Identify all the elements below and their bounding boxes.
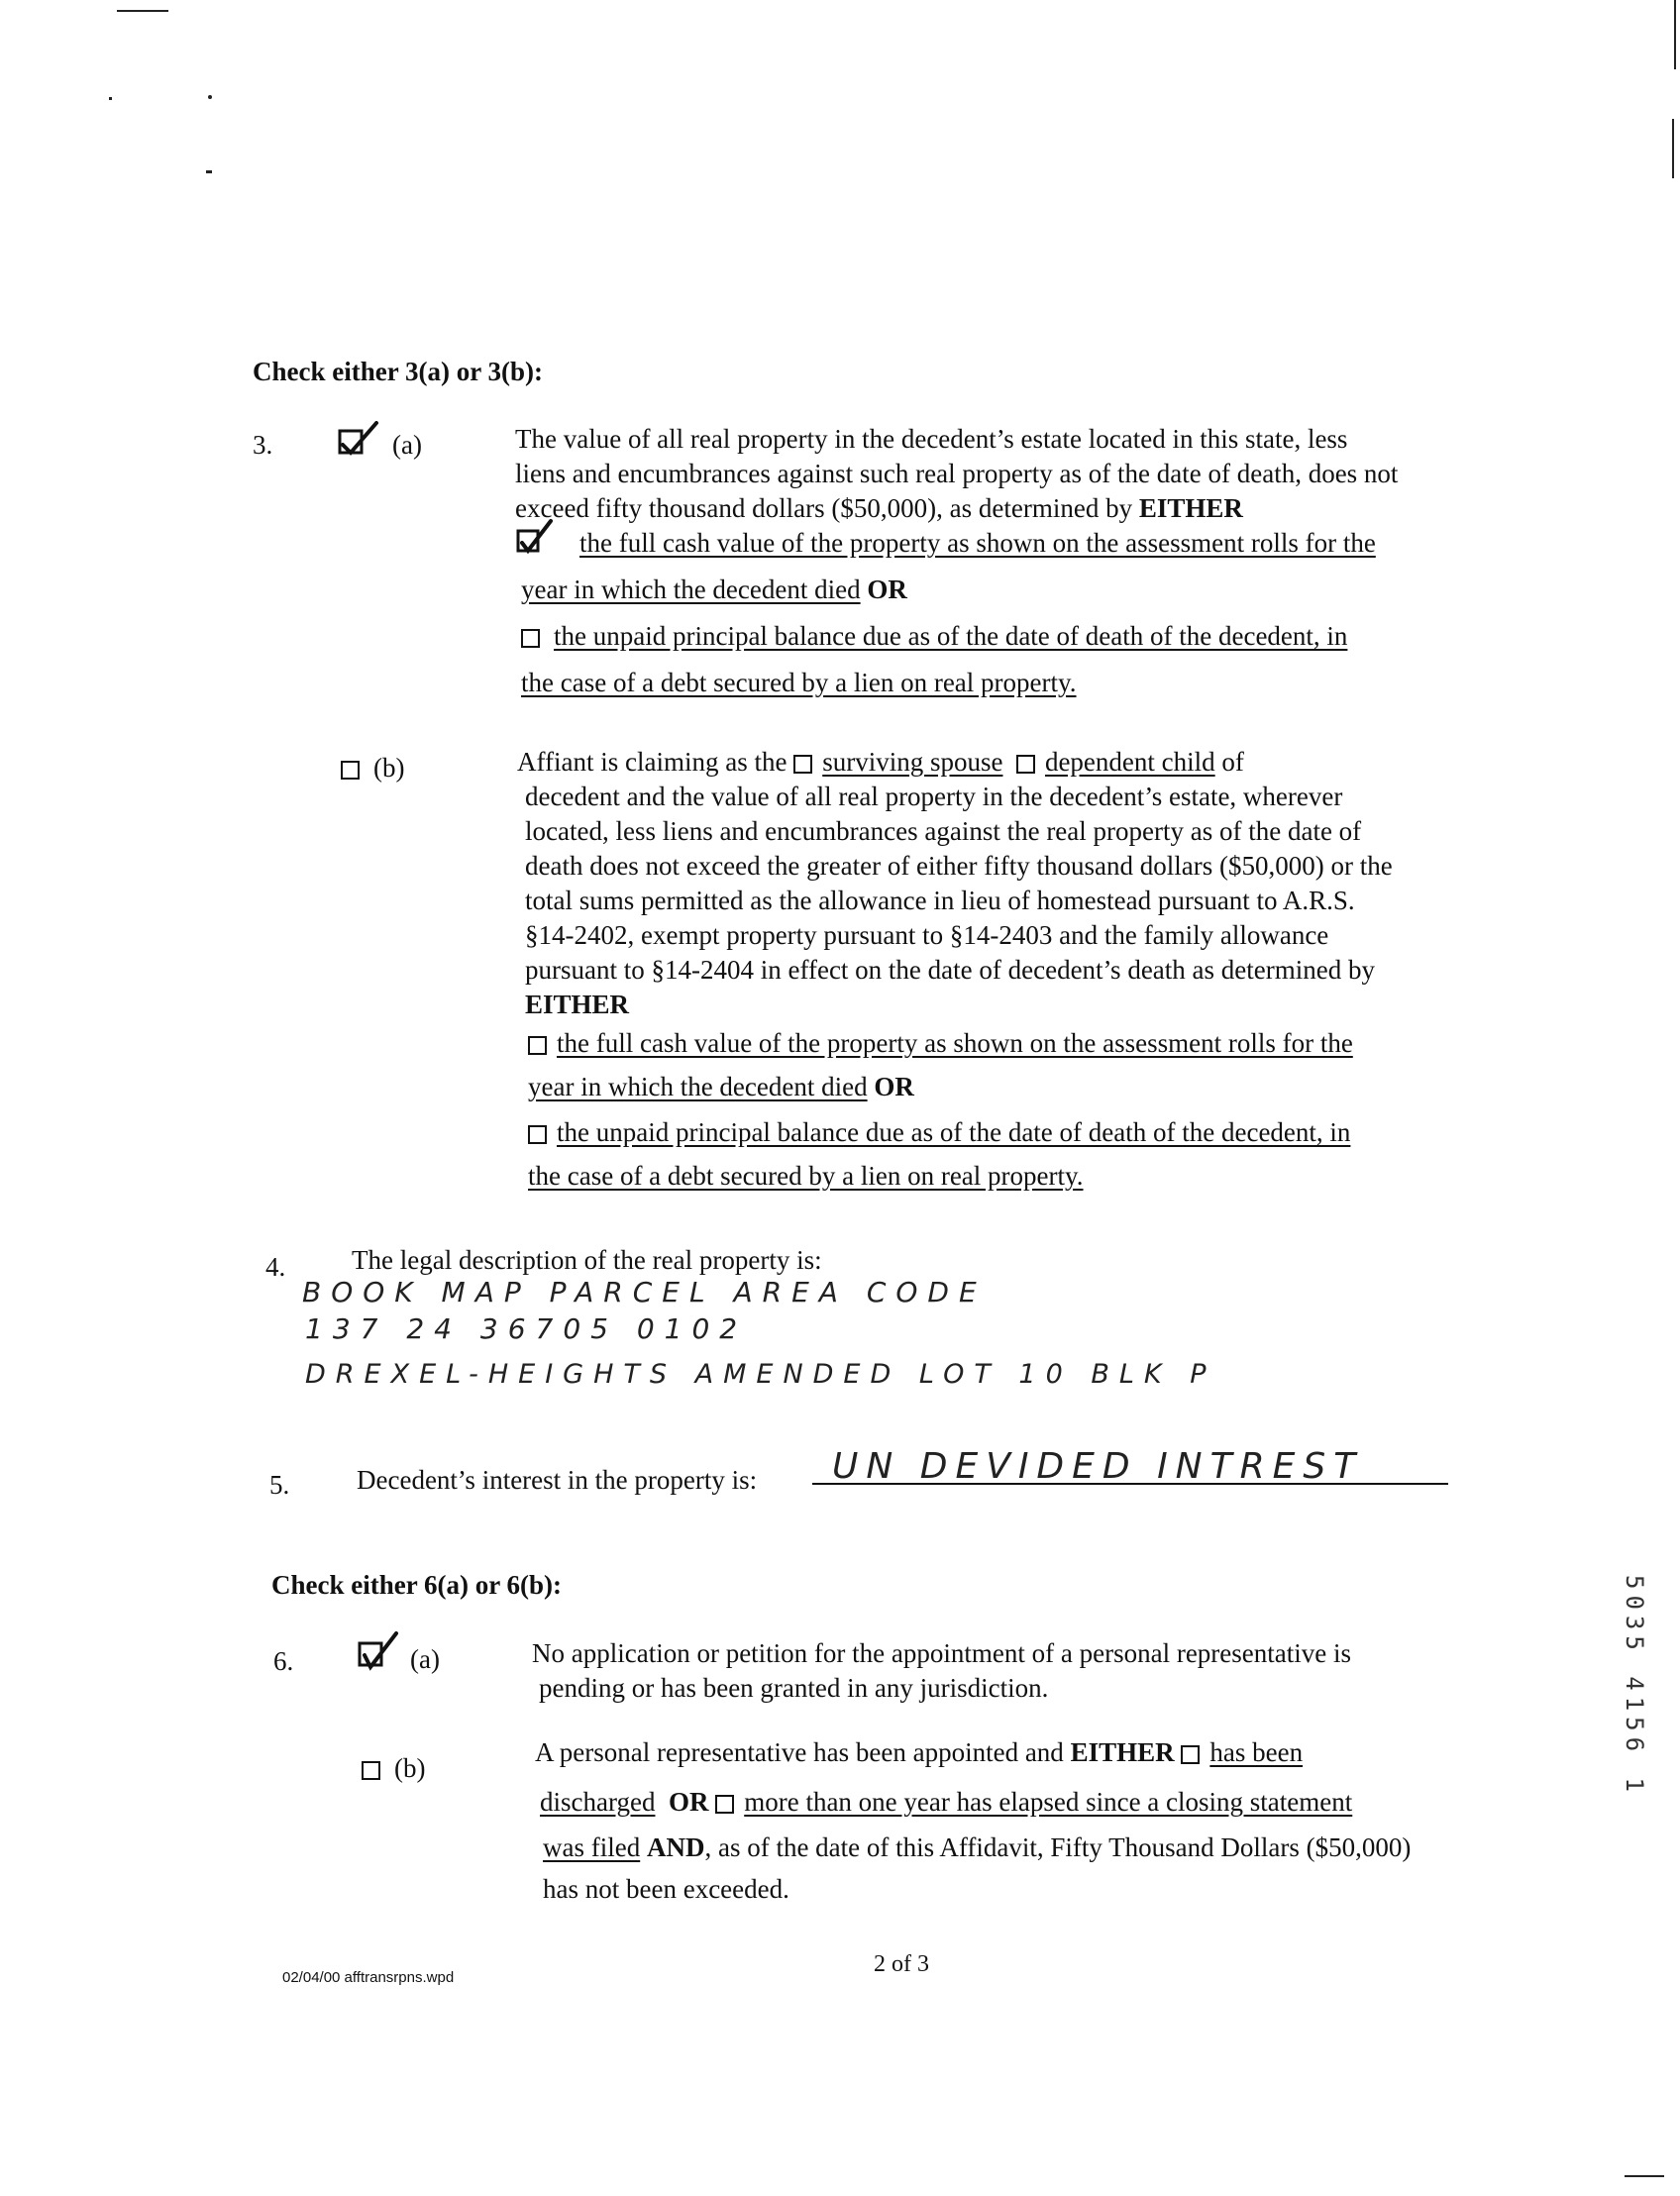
section-3b-text-line-3: death does not exceed the greater of either fifty thousand dollars ($50,000) or the — [525, 851, 1393, 881]
legal-description-handwritten-line-3: DREXEL-HEIGHTS AMENDED LOT 10 BLK P — [305, 1359, 1216, 1390]
section-6b-text-line-3: was filed AND, as of the date of this Affidavit, Fifty Thousand Dollars ($50,000) — [543, 1832, 1412, 1862]
section-4-text: The legal description of the real property is: — [352, 1245, 822, 1275]
option-6a-label: (a) — [410, 1644, 440, 1674]
checkbox-3a-full-cash-value-checked-icon[interactable] — [515, 517, 561, 563]
section-6a-text-line-1: No application or petition for the appointment of a personal representative is — [532, 1638, 1351, 1668]
scan-edge-right — [1674, 0, 1676, 69]
option-3b-full-cash-value-line-2: year in which the decedent died OR — [528, 1072, 914, 1101]
section-3b-intro-line: Affiant is claiming as the surviving spouse dependent child of — [517, 747, 1244, 777]
scan-dot — [109, 97, 112, 100]
legal-description-handwritten-line-2: 137 24 36705 0102 — [305, 1312, 748, 1345]
interest-handwritten-value: UN DEVIDED INTREST — [832, 1446, 1364, 1487]
option-6b-row: (b) — [362, 1751, 425, 1785]
checkbox-3b-full-cash-value[interactable] — [528, 1036, 547, 1055]
section-3a-text-line-1: The value of all real property in the decedent’s estate located in this state, less — [515, 424, 1348, 454]
checkbox-has-been-discharged[interactable] — [1181, 1745, 1200, 1764]
checkbox-3b[interactable] — [341, 761, 360, 780]
section-6b-text-line-4: has not been exceeded. — [543, 1874, 789, 1904]
section-3-number: 3. — [253, 430, 273, 460]
checkbox-6b[interactable] — [362, 1761, 380, 1780]
checkbox-closing-statement[interactable] — [715, 1795, 734, 1814]
either-keyword: EITHER — [1138, 493, 1243, 523]
option-3a-full-cash-value-line-2: year in which the decedent died OR — [521, 575, 907, 604]
section-6-heading: Check either 6(a) or 6(b): — [271, 1570, 562, 1600]
option-3a-full-cash-value-line-1: the full cash value of the property as shown on the assessment rolls for the — [579, 528, 1376, 558]
checkbox-surviving-spouse[interactable] — [793, 755, 812, 774]
section-3-heading: Check either 3(a) or 3(b): — [253, 357, 543, 386]
section-6b-text-line-1: A personal representative has been appointed and EITHER has been — [535, 1737, 1304, 1767]
checkbox-3a-checked-icon[interactable] — [337, 421, 382, 467]
either-keyword: EITHER — [525, 990, 630, 1019]
section-3b-text-line-2: located, less liens and encumbrances against the real property as of the date of — [525, 816, 1362, 846]
checkbox-dependent-child[interactable] — [1016, 755, 1035, 774]
scan-mark-top — [117, 10, 168, 12]
option-3b-row: (b) — [341, 751, 404, 784]
page-number: 2 of 3 — [874, 1951, 929, 1977]
scan-mark-bottom — [1625, 2175, 1664, 2177]
checkbox-3b-unpaid-balance[interactable] — [528, 1125, 547, 1144]
legal-description-handwritten-line-1: BOOK MAP PARCEL AREA CODE — [302, 1276, 987, 1308]
scan-dot — [208, 95, 212, 99]
option-3b-full-cash-value-line-1: the full cash value of the property as shown on the assessment rolls for the — [528, 1026, 1353, 1060]
scan-dot — [206, 170, 212, 173]
section-4-number: 4. — [265, 1252, 286, 1282]
section-3b-text-line-1: decedent and the value of all real property in the decedent’s estate, wherever — [525, 782, 1343, 811]
checkbox-6a-checked-icon[interactable] — [357, 1629, 402, 1675]
side-stamp-number: 5035 4156 1 — [1621, 1575, 1648, 1798]
section-3b-text-line-4: total sums permitted as the allowance in lieu of homestead pursuant to A.R.S. — [525, 886, 1355, 915]
section-3a-text-line-3: exceed fifty thousand dollars ($50,000), as determined by EITHER — [515, 493, 1243, 523]
option-3a-label: (a) — [392, 430, 422, 460]
section-3b-text-line-6: pursuant to §14-2404 in effect on the date of decedent’s death as determined by — [525, 955, 1375, 985]
section-6a-text-line-2: pending or has been granted in any jurisdiction. — [539, 1673, 1049, 1703]
option-3a-unpaid-balance-line-1: the unpaid principal balance due as of the date of death of the decedent, in — [521, 619, 1347, 653]
section-5-number: 5. — [269, 1470, 290, 1500]
section-6b-text-line-2: discharged OR more than one year has elapsed since a closing statement — [540, 1787, 1353, 1817]
section-6-number: 6. — [273, 1646, 294, 1676]
checkbox-3a-unpaid-balance[interactable] — [521, 629, 540, 648]
section-3b-text-line-5: §14-2402, exempt property pursuant to §14-2403 and the family allowance — [525, 920, 1329, 950]
section-5-text: Decedent’s interest in the property is: — [357, 1465, 758, 1495]
option-3a-unpaid-balance-line-2: the case of a debt secured by a lien on real property. — [521, 668, 1077, 697]
section-3a-text-line-2: liens and encumbrances against such real property as of the date of death, does not — [515, 459, 1399, 488]
option-3b-unpaid-balance-line-2: the case of a debt secured by a lien on real property. — [528, 1161, 1084, 1191]
option-3b-unpaid-balance-line-1: the unpaid principal balance due as of the date of death of the decedent, in — [528, 1115, 1350, 1149]
footer-file-name: 02/04/00 afftransrpns.wpd — [282, 1969, 455, 1986]
scan-edge-right — [1672, 119, 1674, 178]
